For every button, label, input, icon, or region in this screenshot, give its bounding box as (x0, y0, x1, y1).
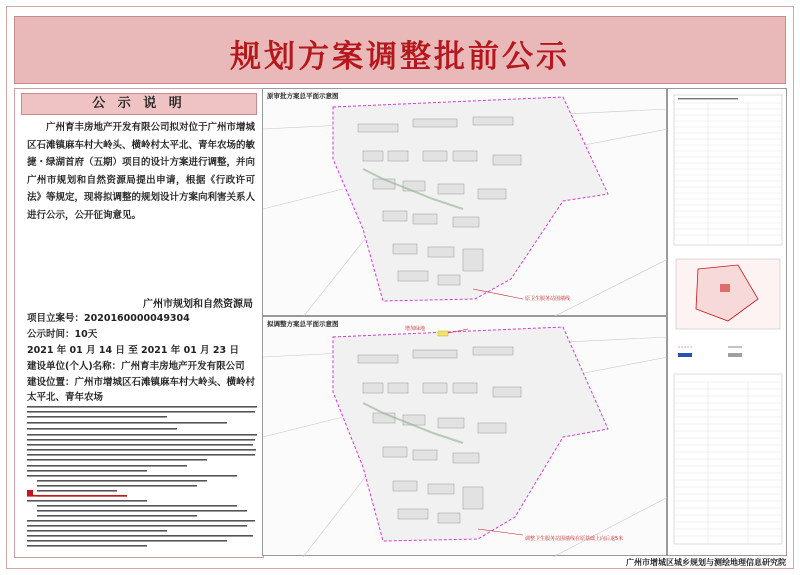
title-banner (14, 16, 786, 84)
added-green-callout: 增加绿地 (405, 326, 426, 332)
original-plan-panel (262, 88, 667, 316)
adjusted-plan-label: 拟调整方案总平面示意图 (267, 320, 339, 328)
original-site-plan-drawing (263, 89, 668, 317)
adjusted-fence-callout: 调整卫生服务站围墙线在原基础上向后退5米 (525, 536, 624, 542)
original-fence-callout: 原卫生服务站围墙线 (525, 296, 571, 302)
notice-heading: 公 示 说 明 (21, 93, 257, 115)
adjusted-plan-panel (262, 316, 667, 556)
publicity-duration: 公示时间：10天 (27, 329, 98, 340)
issuing-bureau: 广州市规划和自然资源局 (143, 299, 253, 310)
original-plan-label: 原审批方案总平面示意图 (267, 92, 339, 100)
footer-institute: 广州市增城区城乡规划与测绘地理信息研究院 (626, 558, 786, 567)
notice-body: 广州育丰房地产开发有限公司拟对位于广州市增城区石滩镇麻车村大岭头、横岭村太平北、青年农场的敏捷・绿湖首府（五期）项目的设计方案进行调整，并向广州市规划和自然资源局提出申请，根据《行政许可法》等规定，现将拟调整的规划设计方案向利害关系人进行公示，公开征询意见。 (27, 122, 256, 221)
technical-index-column (667, 88, 787, 556)
fine-print-block (27, 404, 259, 557)
publicity-period: 2021 年 01 月 14 日 至 2021 年 01 月 23 日 (27, 345, 239, 356)
project-number: 项目立案号：2020160000049304 (27, 313, 190, 324)
adjusted-site-plan-drawing (263, 317, 668, 557)
project-location: 建设位置：广州市增城区石滩镇麻车村大岭头、横岭村太平北、青年农场 (27, 377, 256, 403)
fine-print-lines (27, 404, 259, 554)
notice-panel (14, 88, 264, 558)
technical-tables-drawing (668, 89, 788, 557)
applicant-name: 建设单位(个人)名称：广州育丰房地产开发有限公司 (27, 361, 245, 372)
page-title: 规划方案调整批前公示 (230, 39, 570, 75)
